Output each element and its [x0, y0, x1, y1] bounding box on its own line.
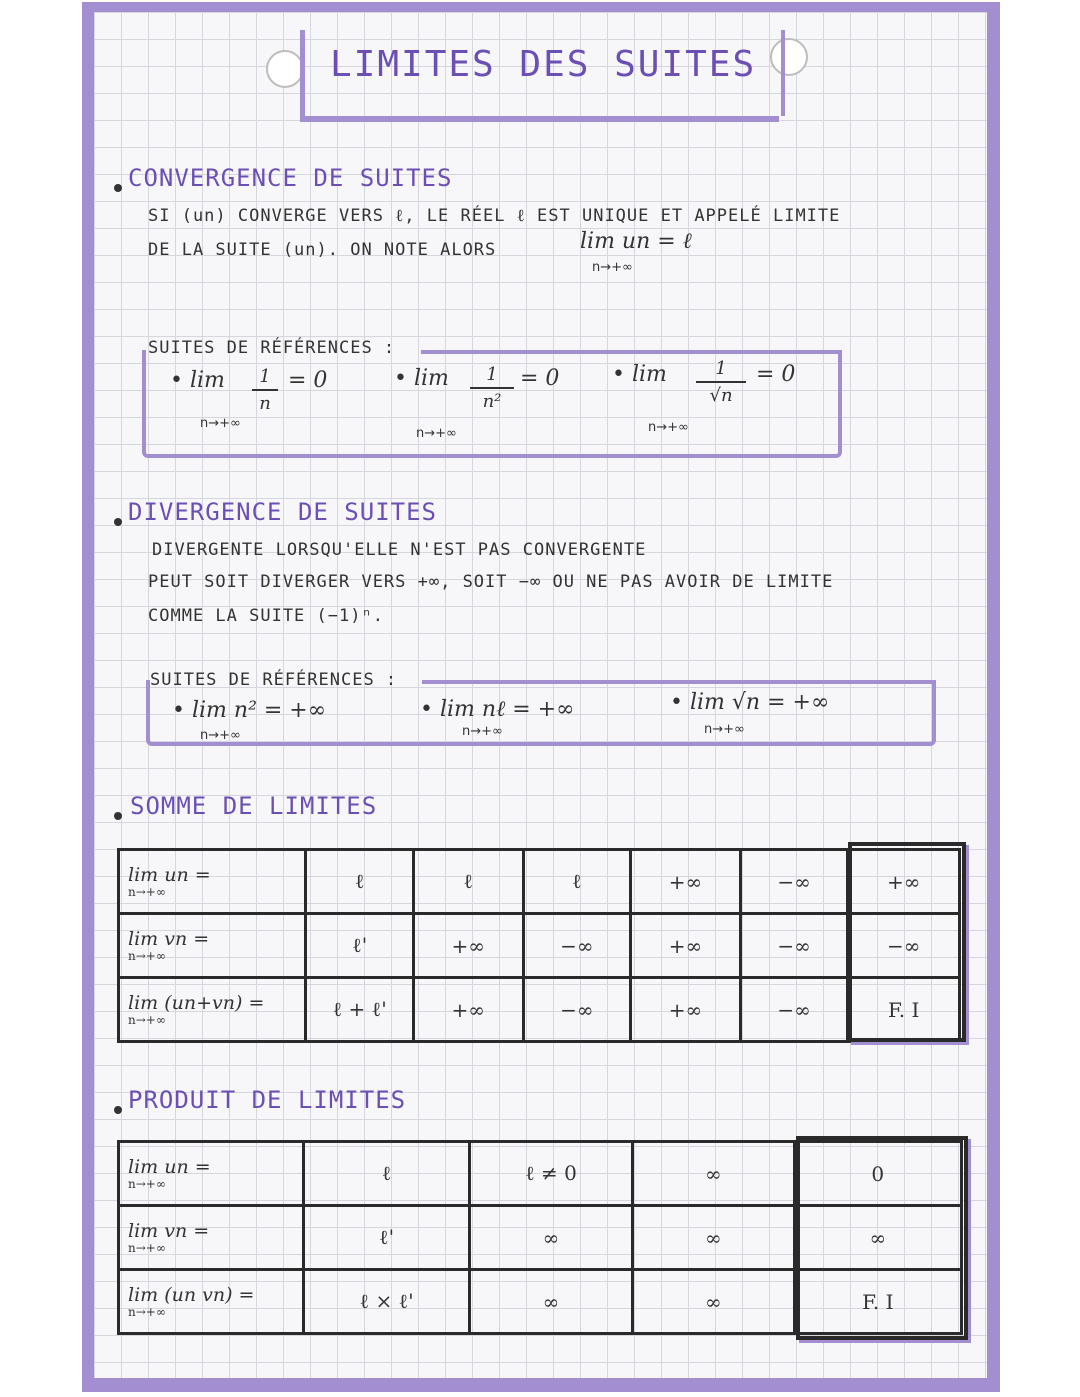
bullet-dot: [114, 184, 122, 192]
produit-highlight-box: [796, 1136, 968, 1340]
table-cell: F. I: [794, 1270, 961, 1334]
table-cell: ℓ: [306, 850, 414, 914]
div-ref-2-sub: n→+∞: [462, 724, 503, 739]
table-cell: ℓ: [413, 850, 523, 914]
div-ref-3: • lim √n = +∞: [670, 690, 830, 715]
table-cell: +∞: [631, 850, 741, 914]
conv-ref-3-fraction: 1 √n: [696, 358, 746, 406]
conv-ref-1-fraction: 1 n: [252, 366, 278, 414]
div-ref-2: • lim nℓ = +∞: [420, 697, 575, 722]
div-ref-1-sub: n→+∞: [200, 728, 241, 743]
table-cell: ℓ + ℓ': [306, 978, 414, 1042]
convergence-notation-sub: n→+∞: [592, 260, 633, 275]
conv-ref-1-result: = 0: [288, 368, 328, 393]
table-cell: +∞: [631, 914, 741, 978]
divergence-line-2: PEUT SOIT DIVERGER VERS +∞, SOIT −∞ OU NE PAS AVOIR DE LIMITE: [148, 572, 834, 592]
table-row: [119, 850, 960, 914]
table-cell: −∞: [740, 850, 848, 914]
conv-ref-2-sub: n→+∞: [416, 426, 457, 441]
section-heading-convergence: CONVERGENCE DE SUITES: [128, 164, 453, 192]
table-cell: +∞: [631, 978, 741, 1042]
conv-ref-1-lim: • lim: [170, 368, 225, 393]
table-row: [119, 914, 960, 978]
produit-row1-head: lim un = n→+∞: [119, 1142, 304, 1206]
table-cell: ∞: [633, 1270, 794, 1334]
div-ref-1: • lim n² = +∞: [172, 698, 327, 723]
conv-ref-1-sub: n→+∞: [200, 416, 241, 431]
table-cell: ℓ': [306, 914, 414, 978]
somme-row2-head: lim vn = n→+∞: [119, 914, 306, 978]
bullet-dot: [114, 1106, 122, 1114]
table-cell: ∞: [469, 1206, 632, 1270]
convergence-line-2: DE LA SUITE (un). ON NOTE ALORS: [148, 240, 497, 260]
divergence-line-3: COMME LA SUITE (−1)ⁿ.: [148, 606, 384, 626]
table-cell: −∞: [740, 978, 848, 1042]
table-cell: ℓ ≠ 0: [469, 1142, 632, 1206]
table-cell: 0: [794, 1142, 961, 1206]
conv-ref-2-result: = 0: [520, 366, 560, 391]
table-row: [119, 978, 960, 1042]
table-cell: −∞: [740, 914, 848, 978]
conv-ref-2-lim: • lim: [394, 366, 449, 391]
table-cell: −∞: [848, 914, 960, 978]
table-cell: −∞: [523, 914, 631, 978]
section-heading-somme: SOMME DE LIMITES: [130, 792, 378, 820]
table-cell: ∞: [794, 1206, 961, 1270]
table-cell: ∞: [633, 1206, 794, 1270]
produit-row2-head: lim vn = n→+∞: [119, 1206, 304, 1270]
bullet-dot: [114, 518, 122, 526]
conv-ref-3-result: = 0: [756, 362, 796, 387]
div-ref-3-sub: n→+∞: [704, 722, 745, 737]
produit-row3-head: lim (un vn) = n→+∞: [119, 1270, 304, 1334]
page-title: LIMITES DES SUITES: [330, 44, 757, 85]
table-cell: F. I: [848, 978, 960, 1042]
conv-ref-3-lim: • lim: [612, 362, 667, 387]
convergence-notation: lim un = ℓ: [580, 229, 692, 254]
table-cell: +∞: [413, 914, 523, 978]
table-cell: +∞: [848, 850, 960, 914]
somme-highlight-box: [848, 842, 966, 1042]
section-heading-produit: PRODUIT DE LIMITES: [128, 1086, 407, 1114]
conv-ref-2-fraction: 1 n²: [470, 364, 514, 412]
table-cell: ℓ': [304, 1206, 469, 1270]
table-cell: ∞: [633, 1142, 794, 1206]
convergence-ref-title: SUITES DE RÉFÉRENCES :: [148, 338, 396, 358]
somme-table: [117, 848, 961, 1043]
table-cell: ∞: [469, 1270, 632, 1334]
table-cell: ℓ × ℓ': [304, 1270, 469, 1334]
bullet-dot: [114, 812, 122, 820]
section-heading-divergence: DIVERGENCE DE SUITES: [128, 498, 437, 526]
binder-hole-left: [266, 50, 304, 88]
table-cell: +∞: [413, 978, 523, 1042]
somme-row1-head: lim un = n→+∞: [119, 850, 306, 914]
convergence-line-1: SI (un) CONVERGE VERS ℓ, LE RÉEL ℓ EST UNIQUE ET APPELÉ LIMITE: [148, 206, 841, 226]
table-cell: −∞: [523, 978, 631, 1042]
table-cell: ℓ: [523, 850, 631, 914]
somme-row3-head: lim (un+vn) = n→+∞: [119, 978, 306, 1042]
divergence-ref-title: SUITES DE RÉFÉRENCES :: [150, 670, 398, 690]
conv-ref-3-sub: n→+∞: [648, 420, 689, 435]
divergence-line-1: DIVERGENTE LORSQU'ELLE N'EST PAS CONVERGENTE: [152, 540, 647, 560]
table-cell: ℓ: [304, 1142, 469, 1206]
